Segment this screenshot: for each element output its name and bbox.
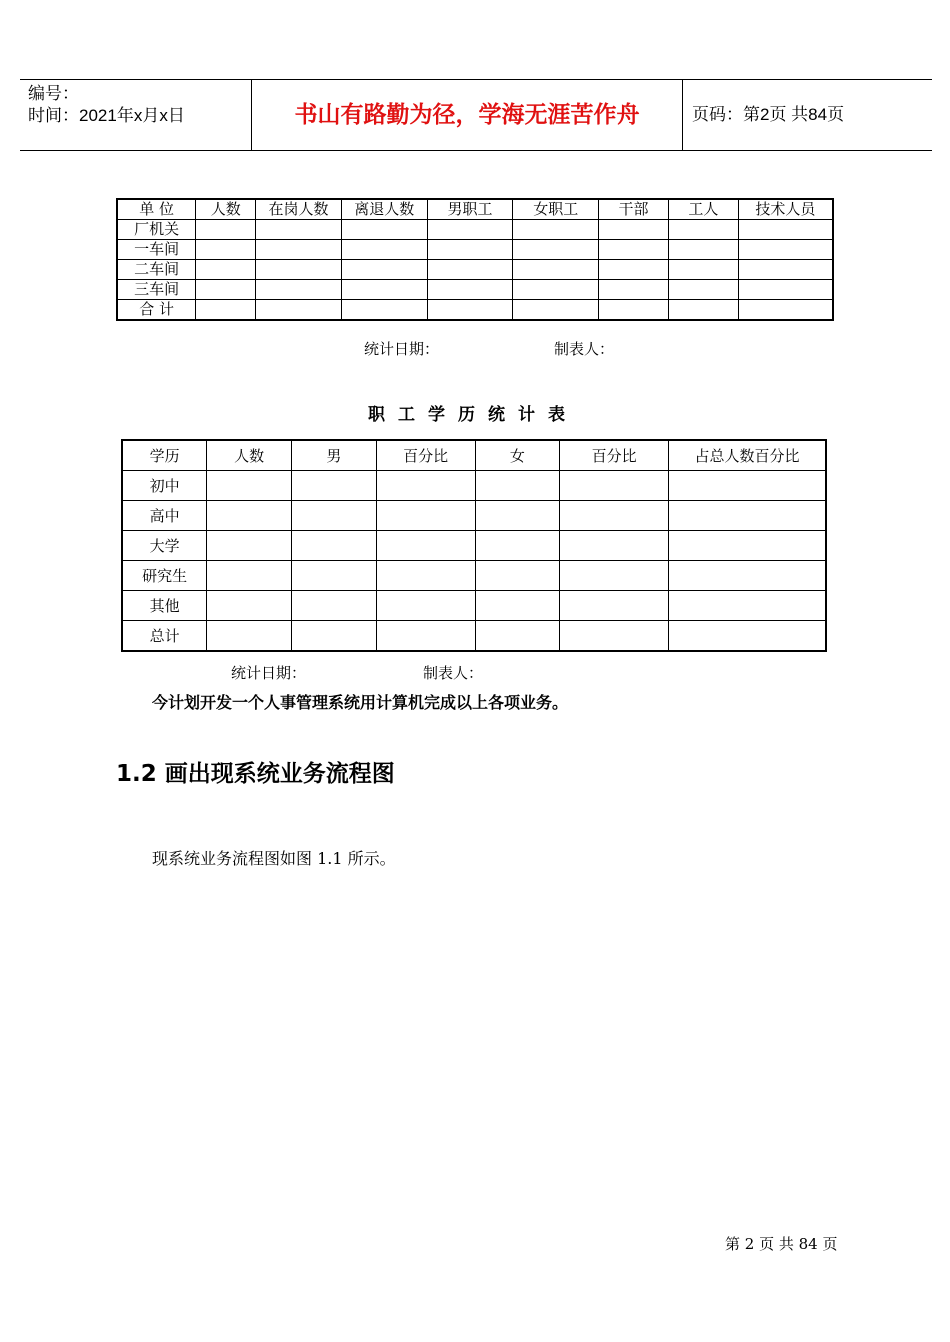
table-row (117, 220, 833, 240)
row-label: 合 计 (117, 300, 196, 321)
row-label: 总计 (122, 621, 207, 652)
column-header: 占总人数百分比 (668, 440, 826, 471)
table-row (117, 260, 833, 280)
column-header: 男职工 (427, 199, 513, 220)
column-header: 在岗人数 (256, 199, 342, 220)
column-header: 单 位 (117, 199, 196, 220)
table-header-row (122, 440, 826, 471)
header-page-label: 页码：第2页 共84页 (692, 105, 845, 124)
table-row (122, 621, 826, 652)
table1-date-label: 统计日期： (364, 340, 440, 358)
body-paragraph: 现系统业务流程图如图 1.1 所示。 (152, 849, 396, 868)
column-header: 技术人员 (738, 199, 833, 220)
row-label: 厂机关 (117, 220, 196, 240)
table-row (122, 501, 826, 531)
table2-maker-label: 制表人： (423, 664, 484, 682)
column-header: 人数 (196, 199, 256, 220)
header-meta (28, 83, 258, 127)
row-label: 其他 (122, 591, 207, 621)
row-label: 大学 (122, 531, 207, 561)
table2-date-label: 统计日期： (231, 664, 307, 682)
row-label: 三车间 (117, 280, 196, 300)
plan-note: 今计划开发一个人事管理系统用计算机完成以上各项业务。 (152, 693, 569, 712)
column-header: 离退人数 (341, 199, 427, 220)
column-header: 人数 (207, 440, 292, 471)
table-row (122, 471, 826, 501)
header-motto: 书山有路勤为径，学海无涯苦作舟 (294, 102, 640, 128)
column-header: 百分比 (376, 440, 475, 471)
table-row (122, 531, 826, 561)
row-label: 高中 (122, 501, 207, 531)
row-label: 研究生 (122, 561, 207, 591)
table2-title: 职工学历统计表 (368, 405, 578, 425)
column-header: 学历 (122, 440, 207, 471)
row-label: 初中 (122, 471, 207, 501)
table-row (122, 561, 826, 591)
number-label: 编号： (28, 84, 79, 103)
table1-maker-label: 制表人： (554, 340, 615, 358)
table-row (117, 240, 833, 260)
row-label: 二车间 (117, 260, 196, 280)
staff-count-table (116, 198, 834, 321)
column-header: 百分比 (560, 440, 669, 471)
column-header: 女职工 (513, 199, 599, 220)
time-label: 时间：2021年x月x日 (28, 106, 185, 125)
section-heading: 1.2 画出现系统业务流程图 (116, 761, 395, 787)
header-divider (682, 80, 683, 150)
column-header: 干部 (599, 199, 669, 220)
table-row (122, 591, 826, 621)
page-footer: 第 2 页 共 84 页 (725, 1235, 838, 1253)
column-header: 男 (292, 440, 377, 471)
column-header: 女 (475, 440, 560, 471)
row-label: 一车间 (117, 240, 196, 260)
column-header: 工人 (668, 199, 738, 220)
page-header (20, 79, 932, 151)
table-row (117, 300, 833, 321)
table-row (117, 280, 833, 300)
education-table (121, 439, 827, 652)
table-header-row (117, 199, 833, 220)
